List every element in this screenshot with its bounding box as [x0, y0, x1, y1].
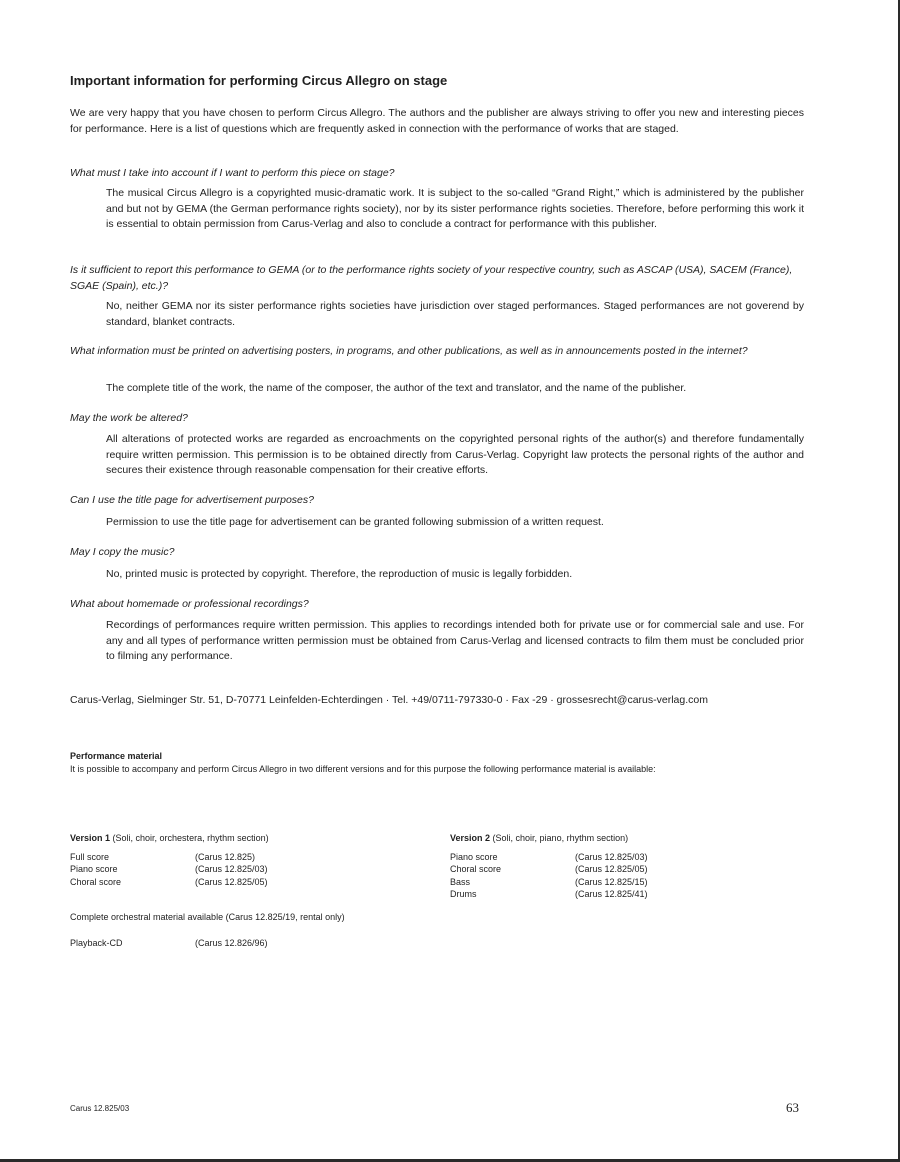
faq-answer: The complete title of the work, the name of the composer, the author of the text and translator, and the name of the publisher. [106, 382, 687, 394]
playback-name: Playback-CD [70, 938, 123, 948]
material-name: Drums [450, 889, 477, 899]
faq-question: Is it sufficient to report this performance to GEMA (or to the performance rights society of your respective country, such as ASCAP (USA), SACEM (France), SGAE (Spain), etc.)? [70, 264, 793, 292]
material-name: Bass [450, 876, 471, 887]
faq-answer: Recordings of performances require written permission. This applies to recordings intended both for private use or for commercial sale and use. For any and all types of performance written permission must be obtained from Carus-Verlag and licensed contracts to film them must be concluded prior to filming any performance. [106, 619, 804, 662]
faq-question: What must I take into account if I want to perform this piece on stage? [70, 167, 395, 179]
material-code: (Carus 12.825/03) [195, 864, 268, 874]
performance-material-intro: It is possible to accompany and perform Circus Allegro in two different versions and for this purpose the following performance material is available: [70, 764, 656, 774]
version-2-list [450, 832, 648, 901]
footer-catalog-code: Carus 12.825/03 [70, 1104, 130, 1113]
material-row [450, 851, 648, 864]
material-row [70, 876, 269, 889]
material-row [450, 863, 648, 876]
material-name: Choral score [70, 876, 122, 887]
performance-material-heading: Performance material [70, 751, 163, 761]
material-code: (Carus 12.825/05) [575, 864, 648, 874]
faq-question: What information must be printed on advertising posters, in programs, and other publications, as well as in announcements posted in the internet? [70, 345, 748, 357]
material-code: (Carus 12.825/03) [575, 851, 648, 862]
page-number: 63 [786, 1100, 799, 1115]
version-2-desc: (Soli, choir, piano, rhythm section) [490, 833, 629, 843]
version-1-header [70, 832, 269, 845]
material-code: (Carus 12.825) [195, 851, 256, 862]
faq-answer: Permission to use the title page for advertisement can be granted following submission of a written request. [106, 516, 604, 528]
material-name: Choral score [450, 864, 502, 874]
faq-answer: No, printed music is protected by copyright. Therefore, the reproduction of music is legally forbidden. [106, 568, 573, 580]
version-2-label: Version 2 [450, 833, 491, 843]
faq-question: May the work be altered? [70, 412, 188, 424]
material-name: Full score [70, 851, 110, 862]
material-name: Piano score [450, 851, 498, 862]
faq-question: May I copy the music? [70, 546, 175, 558]
faq-question: Can I use the title page for advertisement purposes? [70, 494, 314, 506]
faq-answer: The musical Circus Allegro is a copyrighted music-dramatic work. It is subject to the so-called “Grand Right,” which is administered by the publisher and but not by GEMA (the German performance rights society), nor by its sister performance rights societies. Therefore, before performing this work it is essential to obtain permission from Carus-Verlag and also to conclude a contract for performance with this publisher. [106, 187, 804, 230]
faq-answer: No, neither GEMA nor its sister performance rights societies have jurisdiction over staged performances. Staged performances are not goverend by standard, blanket contracts. [106, 300, 804, 328]
material-row [450, 888, 648, 901]
material-row [450, 876, 648, 889]
page-title: Important information for performing Circus Allegro on stage [70, 73, 448, 88]
version-1-desc: (Soli, choir, orchestera, rhythm section) [110, 833, 269, 843]
material-code: (Carus 12.825/15) [575, 876, 648, 887]
material-row [70, 851, 269, 864]
complete-material-note: Complete orchestral material available (Carus 12.825/19, rental only) [70, 912, 345, 922]
intro-paragraph: We are very happy that you have chosen to perform Circus Allegro. The authors and the publisher are always striving to offer you new and interesting pieces for performance. Here is a list of questions which are frequently asked in connection with the performance of works that are staged. [70, 107, 804, 135]
material-row [70, 863, 269, 876]
version-2-header [450, 832, 648, 845]
version-1-list [70, 832, 269, 888]
material-code: (Carus 12.825/05) [195, 876, 268, 887]
playback-code: (Carus 12.826/96) [195, 938, 268, 948]
playback-row [70, 938, 268, 948]
faq-question: What about homemade or professional recordings? [70, 598, 309, 610]
version-1-label: Version 1 [70, 833, 111, 843]
contact-line: Carus-Verlag, Sielminger Str. 51, D-70771 Leinfelden-Echterdingen · Tel. +49/0711-797330-0 · Fax -29 · grossesrecht@carus-verlag.com [70, 694, 708, 706]
material-code: (Carus 12.825/41) [575, 889, 648, 899]
faq-answer: All alterations of protected works are regarded as encroachments on the copyrighted personal rights of the author(s) and therefore fundamentally require written permission. This permission is to be obtained directly from Carus-Verlag. Copyright law protects the personal rights of the author and secures their existence through reasonable compensation for their creative efforts. [106, 433, 804, 476]
material-name: Piano score [70, 864, 118, 874]
